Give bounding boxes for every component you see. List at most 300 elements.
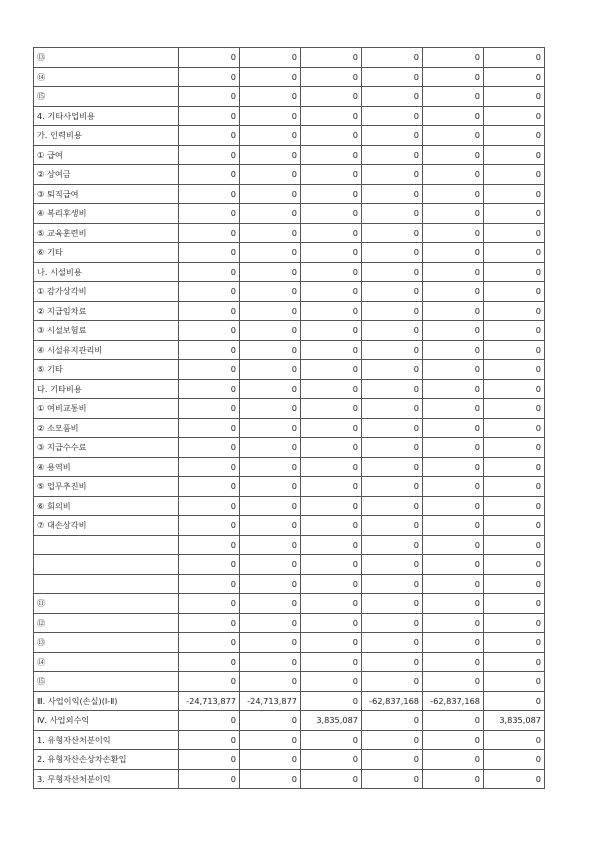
amount-cell: 0 xyxy=(362,613,423,633)
row-label: ④ 용역비 xyxy=(34,457,179,477)
amount-cell: 0 xyxy=(179,418,240,438)
table-row xyxy=(34,633,545,653)
table-row xyxy=(34,184,545,204)
amount-cell: 0 xyxy=(362,730,423,750)
amount-cell: 0 xyxy=(301,204,362,224)
amount-cell: 0 xyxy=(484,496,545,516)
amount-cell: 0 xyxy=(484,457,545,477)
amount-cell: 0 xyxy=(362,301,423,321)
table-row xyxy=(34,243,545,263)
row-label: ③ 시설보험료 xyxy=(34,321,179,341)
amount-cell: 0 xyxy=(301,691,362,711)
amount-cell: 0 xyxy=(301,555,362,575)
amount-cell: 0 xyxy=(362,457,423,477)
amount-cell: 0 xyxy=(484,516,545,536)
amount-cell: 0 xyxy=(484,633,545,653)
amount-cell: 0 xyxy=(240,613,301,633)
amount-cell: 0 xyxy=(423,477,484,497)
amount-cell: 0 xyxy=(240,262,301,282)
amount-cell: 0 xyxy=(484,555,545,575)
row-label: 3. 무형자산처분이익 xyxy=(34,769,179,789)
row-label: ⑤ 교육훈련비 xyxy=(34,223,179,243)
amount-cell: 0 xyxy=(362,145,423,165)
amount-cell: 0 xyxy=(301,477,362,497)
amount-cell: 0 xyxy=(240,750,301,770)
amount-cell: 0 xyxy=(423,496,484,516)
row-label: ⑬ xyxy=(34,48,179,68)
row-label: ⑪ xyxy=(34,594,179,614)
row-label xyxy=(34,535,179,555)
amount-cell: 0 xyxy=(179,574,240,594)
amount-cell: 0 xyxy=(301,594,362,614)
amount-cell: 0 xyxy=(301,496,362,516)
row-label: ① 감가상각비 xyxy=(34,282,179,302)
amount-cell: 0 xyxy=(423,769,484,789)
table-row xyxy=(34,535,545,555)
amount-cell: 0 xyxy=(240,379,301,399)
amount-cell: 0 xyxy=(179,282,240,302)
table-row xyxy=(34,204,545,224)
amount-cell: 0 xyxy=(423,106,484,126)
amount-cell: 0 xyxy=(301,48,362,68)
amount-cell: 0 xyxy=(179,516,240,536)
amount-cell: 0 xyxy=(179,496,240,516)
amount-cell: 0 xyxy=(301,574,362,594)
amount-cell: 0 xyxy=(301,87,362,107)
amount-cell: 0 xyxy=(240,594,301,614)
table-row xyxy=(34,516,545,536)
amount-cell: 0 xyxy=(423,633,484,653)
amount-cell: 0 xyxy=(362,87,423,107)
amount-cell: 0 xyxy=(301,262,362,282)
table-row xyxy=(34,67,545,87)
row-label: ① 급여 xyxy=(34,145,179,165)
amount-cell: 0 xyxy=(240,126,301,146)
table-row xyxy=(34,379,545,399)
amount-cell: 0 xyxy=(423,204,484,224)
amount-cell: 0 xyxy=(179,262,240,282)
row-label: ⑤ 기타 xyxy=(34,360,179,380)
amount-cell: 0 xyxy=(484,282,545,302)
row-label: ⑭ xyxy=(34,652,179,672)
amount-cell: 0 xyxy=(240,399,301,419)
table-row xyxy=(34,769,545,789)
table-row xyxy=(34,48,545,68)
amount-cell: 0 xyxy=(179,340,240,360)
amount-cell: 0 xyxy=(484,262,545,282)
amount-cell: 0 xyxy=(484,535,545,555)
amount-cell: 0 xyxy=(301,243,362,263)
amount-cell: 0 xyxy=(484,340,545,360)
amount-cell: 0 xyxy=(240,67,301,87)
amount-cell: 0 xyxy=(423,613,484,633)
amount-cell: 0 xyxy=(179,769,240,789)
table-row xyxy=(34,730,545,750)
amount-cell: 0 xyxy=(362,282,423,302)
amount-cell: 0 xyxy=(301,399,362,419)
amount-cell: 0 xyxy=(301,321,362,341)
amount-cell: 0 xyxy=(179,67,240,87)
amount-cell: 0 xyxy=(301,145,362,165)
amount-cell: 0 xyxy=(423,223,484,243)
row-label: ② 소모품비 xyxy=(34,418,179,438)
amount-cell: 0 xyxy=(484,184,545,204)
amount-cell: 0 xyxy=(179,477,240,497)
amount-cell: 0 xyxy=(362,204,423,224)
table-row xyxy=(34,165,545,185)
row-label: ⑫ xyxy=(34,613,179,633)
row-label: ⑬ xyxy=(34,633,179,653)
amount-cell: 0 xyxy=(240,184,301,204)
amount-cell: 0 xyxy=(484,399,545,419)
amount-cell: 0 xyxy=(423,67,484,87)
amount-cell: 0 xyxy=(240,633,301,653)
amount-cell: 0 xyxy=(423,301,484,321)
amount-cell: 0 xyxy=(240,672,301,692)
table-row xyxy=(34,145,545,165)
amount-cell: 0 xyxy=(423,418,484,438)
table-row xyxy=(34,613,545,633)
amount-cell: 0 xyxy=(240,496,301,516)
amount-cell: -62,837,168 xyxy=(423,691,484,711)
amount-cell: 0 xyxy=(362,379,423,399)
table-row xyxy=(34,691,545,711)
table-row xyxy=(34,282,545,302)
amount-cell: 0 xyxy=(179,184,240,204)
amount-cell: 0 xyxy=(484,691,545,711)
amount-cell: 0 xyxy=(301,438,362,458)
amount-cell: 0 xyxy=(362,652,423,672)
amount-cell: 0 xyxy=(301,379,362,399)
amount-cell: 0 xyxy=(362,418,423,438)
amount-cell: 0 xyxy=(301,672,362,692)
amount-cell: 0 xyxy=(423,438,484,458)
table-row xyxy=(34,574,545,594)
row-label: ⑤ 업무추진비 xyxy=(34,477,179,497)
row-label: 1. 유형자산처분이익 xyxy=(34,730,179,750)
amount-cell: 0 xyxy=(179,204,240,224)
amount-cell: 0 xyxy=(240,165,301,185)
amount-cell: 0 xyxy=(484,379,545,399)
amount-cell: 0 xyxy=(240,145,301,165)
row-label: ③ 지급수수료 xyxy=(34,438,179,458)
amount-cell: 0 xyxy=(301,340,362,360)
amount-cell: 0 xyxy=(362,360,423,380)
table-body xyxy=(34,48,545,789)
amount-cell: 0 xyxy=(362,184,423,204)
amount-cell: 0 xyxy=(423,48,484,68)
row-label: ① 여비교통비 xyxy=(34,399,179,419)
table-row xyxy=(34,711,545,731)
amount-cell: 0 xyxy=(484,126,545,146)
amount-cell: 0 xyxy=(240,204,301,224)
amount-cell: 0 xyxy=(240,243,301,263)
table-row xyxy=(34,594,545,614)
amount-cell: 0 xyxy=(423,399,484,419)
amount-cell: 0 xyxy=(179,223,240,243)
amount-cell: 0 xyxy=(179,672,240,692)
amount-cell: 0 xyxy=(423,711,484,731)
amount-cell: 0 xyxy=(301,457,362,477)
amount-cell: 0 xyxy=(179,652,240,672)
amount-cell: 0 xyxy=(484,243,545,263)
amount-cell: 0 xyxy=(240,652,301,672)
amount-cell: 0 xyxy=(362,438,423,458)
amount-cell: 0 xyxy=(423,457,484,477)
amount-cell: 0 xyxy=(179,711,240,731)
amount-cell: 0 xyxy=(179,48,240,68)
amount-cell: 0 xyxy=(484,360,545,380)
amount-cell: 0 xyxy=(362,340,423,360)
table-row xyxy=(34,399,545,419)
amount-cell: 0 xyxy=(301,613,362,633)
amount-cell: 0 xyxy=(240,301,301,321)
amount-cell: 0 xyxy=(362,477,423,497)
amount-cell: 0 xyxy=(484,48,545,68)
amount-cell: 0 xyxy=(240,438,301,458)
amount-cell: 0 xyxy=(362,574,423,594)
amount-cell: 0 xyxy=(179,750,240,770)
amount-cell: 0 xyxy=(362,165,423,185)
amount-cell: 0 xyxy=(362,555,423,575)
amount-cell: 0 xyxy=(423,516,484,536)
amount-cell: 0 xyxy=(423,672,484,692)
table-row xyxy=(34,555,545,575)
amount-cell: 0 xyxy=(179,301,240,321)
amount-cell: 0 xyxy=(423,184,484,204)
amount-cell: -24,713,877 xyxy=(240,691,301,711)
amount-cell: 0 xyxy=(301,535,362,555)
amount-cell: 0 xyxy=(240,711,301,731)
amount-cell: 0 xyxy=(179,535,240,555)
table-row xyxy=(34,106,545,126)
amount-cell: 0 xyxy=(362,711,423,731)
amount-cell: 0 xyxy=(240,321,301,341)
amount-cell: 0 xyxy=(301,126,362,146)
table-row xyxy=(34,126,545,146)
amount-cell: 0 xyxy=(362,633,423,653)
amount-cell: 0 xyxy=(179,145,240,165)
amount-cell: 0 xyxy=(484,87,545,107)
amount-cell: 0 xyxy=(301,165,362,185)
row-label: Ⅲ. 사업이익(손실)(Ⅰ-Ⅱ) xyxy=(34,691,179,711)
amount-cell: 0 xyxy=(179,165,240,185)
amount-cell: 0 xyxy=(484,145,545,165)
table-row xyxy=(34,340,545,360)
amount-cell: 0 xyxy=(484,165,545,185)
table-row xyxy=(34,652,545,672)
amount-cell: 0 xyxy=(423,126,484,146)
amount-cell: 0 xyxy=(362,496,423,516)
row-label: 2. 유형자산손상차손환입 xyxy=(34,750,179,770)
amount-cell: 0 xyxy=(301,633,362,653)
amount-cell: 0 xyxy=(362,106,423,126)
amount-cell: 0 xyxy=(240,87,301,107)
amount-cell: 0 xyxy=(240,730,301,750)
table-row xyxy=(34,301,545,321)
amount-cell: 0 xyxy=(423,750,484,770)
amount-cell: 0 xyxy=(179,555,240,575)
table-row xyxy=(34,262,545,282)
table-row xyxy=(34,496,545,516)
amount-cell: 0 xyxy=(484,730,545,750)
amount-cell: 0 xyxy=(484,477,545,497)
row-label: ⑥ 회의비 xyxy=(34,496,179,516)
amount-cell: 0 xyxy=(301,750,362,770)
row-label: Ⅳ. 사업외수익 xyxy=(34,711,179,731)
row-label xyxy=(34,574,179,594)
amount-cell: 0 xyxy=(423,360,484,380)
amount-cell: 0 xyxy=(240,769,301,789)
row-label: ⑮ xyxy=(34,87,179,107)
amount-cell: 0 xyxy=(179,321,240,341)
amount-cell: 0 xyxy=(240,48,301,68)
amount-cell: 0 xyxy=(362,672,423,692)
row-label: 나. 시설비용 xyxy=(34,262,179,282)
amount-cell: -24,713,877 xyxy=(179,691,240,711)
amount-cell: 0 xyxy=(240,106,301,126)
amount-cell: 0 xyxy=(179,613,240,633)
amount-cell: 0 xyxy=(484,321,545,341)
table-row xyxy=(34,750,545,770)
amount-cell: 0 xyxy=(301,418,362,438)
amount-cell: 0 xyxy=(423,321,484,341)
table-row xyxy=(34,223,545,243)
amount-cell: 0 xyxy=(423,730,484,750)
amount-cell: 0 xyxy=(423,555,484,575)
amount-cell: 0 xyxy=(301,223,362,243)
amount-cell: 0 xyxy=(423,243,484,263)
amount-cell: 0 xyxy=(179,106,240,126)
amount-cell: 0 xyxy=(362,223,423,243)
amount-cell: 0 xyxy=(423,535,484,555)
row-label: ② 지급임차료 xyxy=(34,301,179,321)
amount-cell: 0 xyxy=(179,87,240,107)
amount-cell: 0 xyxy=(179,730,240,750)
amount-cell: 0 xyxy=(362,594,423,614)
amount-cell: 0 xyxy=(484,301,545,321)
amount-cell: 0 xyxy=(362,243,423,263)
table-row xyxy=(34,438,545,458)
amount-cell: 0 xyxy=(179,243,240,263)
amount-cell: 0 xyxy=(423,87,484,107)
table-row xyxy=(34,321,545,341)
amount-cell: 0 xyxy=(301,360,362,380)
amount-cell: 0 xyxy=(484,672,545,692)
row-label: ⑦ 대손상각비 xyxy=(34,516,179,536)
amount-cell: 0 xyxy=(423,379,484,399)
row-label: ⑭ xyxy=(34,67,179,87)
table-row xyxy=(34,457,545,477)
amount-cell: 0 xyxy=(179,438,240,458)
amount-cell: 0 xyxy=(301,769,362,789)
amount-cell: 3,835,087 xyxy=(301,711,362,731)
amount-cell: 0 xyxy=(484,574,545,594)
amount-cell: 0 xyxy=(179,360,240,380)
amount-cell: 0 xyxy=(301,652,362,672)
amount-cell: 0 xyxy=(423,594,484,614)
amount-cell: 0 xyxy=(362,750,423,770)
amount-cell: 0 xyxy=(362,262,423,282)
table-row xyxy=(34,87,545,107)
amount-cell: 0 xyxy=(423,262,484,282)
row-label: ③ 퇴직급여 xyxy=(34,184,179,204)
amount-cell: 0 xyxy=(301,301,362,321)
amount-cell: 0 xyxy=(484,106,545,126)
table-row xyxy=(34,672,545,692)
amount-cell: 0 xyxy=(240,282,301,302)
amount-cell: 0 xyxy=(179,379,240,399)
amount-cell: 0 xyxy=(484,594,545,614)
amount-cell: 0 xyxy=(362,48,423,68)
table-row xyxy=(34,360,545,380)
amount-cell: 0 xyxy=(423,574,484,594)
amount-cell: 0 xyxy=(484,769,545,789)
amount-cell: 0 xyxy=(301,106,362,126)
amount-cell: 0 xyxy=(179,457,240,477)
amount-cell: 0 xyxy=(179,126,240,146)
financial-statement-table xyxy=(33,47,545,789)
amount-cell: 0 xyxy=(423,165,484,185)
amount-cell: 0 xyxy=(362,399,423,419)
amount-cell: 0 xyxy=(240,340,301,360)
table-row xyxy=(34,418,545,438)
amount-cell: 0 xyxy=(179,594,240,614)
row-label: 4. 기타사업비용 xyxy=(34,106,179,126)
amount-cell: 0 xyxy=(240,477,301,497)
amount-cell: 0 xyxy=(240,555,301,575)
amount-cell: 0 xyxy=(301,67,362,87)
amount-cell: 0 xyxy=(362,769,423,789)
amount-cell: 0 xyxy=(240,574,301,594)
row-label: ⑥ 기타 xyxy=(34,243,179,263)
amount-cell: 0 xyxy=(423,652,484,672)
amount-cell: 0 xyxy=(301,282,362,302)
amount-cell: 0 xyxy=(484,438,545,458)
amount-cell: 0 xyxy=(179,399,240,419)
amount-cell: 0 xyxy=(362,321,423,341)
amount-cell: 0 xyxy=(301,184,362,204)
amount-cell: 0 xyxy=(301,516,362,536)
amount-cell: 0 xyxy=(484,204,545,224)
amount-cell: 0 xyxy=(240,360,301,380)
amount-cell: 0 xyxy=(240,535,301,555)
amount-cell: 0 xyxy=(240,457,301,477)
amount-cell: 0 xyxy=(423,282,484,302)
amount-cell: 0 xyxy=(484,67,545,87)
amount-cell: 0 xyxy=(240,223,301,243)
amount-cell: 0 xyxy=(484,418,545,438)
row-label: 가. 인력비용 xyxy=(34,126,179,146)
amount-cell: 0 xyxy=(240,516,301,536)
amount-cell: 0 xyxy=(484,750,545,770)
row-label: ⑮ xyxy=(34,672,179,692)
row-label xyxy=(34,555,179,575)
amount-cell: 3,835,087 xyxy=(484,711,545,731)
row-label: 다. 기타비용 xyxy=(34,379,179,399)
row-label: ④ 복리후생비 xyxy=(34,204,179,224)
amount-cell: 0 xyxy=(301,730,362,750)
row-label: ② 상여금 xyxy=(34,165,179,185)
amount-cell: 0 xyxy=(423,340,484,360)
amount-cell: 0 xyxy=(362,67,423,87)
amount-cell: 0 xyxy=(362,516,423,536)
amount-cell: 0 xyxy=(362,126,423,146)
amount-cell: 0 xyxy=(484,223,545,243)
amount-cell: 0 xyxy=(423,145,484,165)
amount-cell: 0 xyxy=(362,535,423,555)
row-label: ④ 시설유지관리비 xyxy=(34,340,179,360)
